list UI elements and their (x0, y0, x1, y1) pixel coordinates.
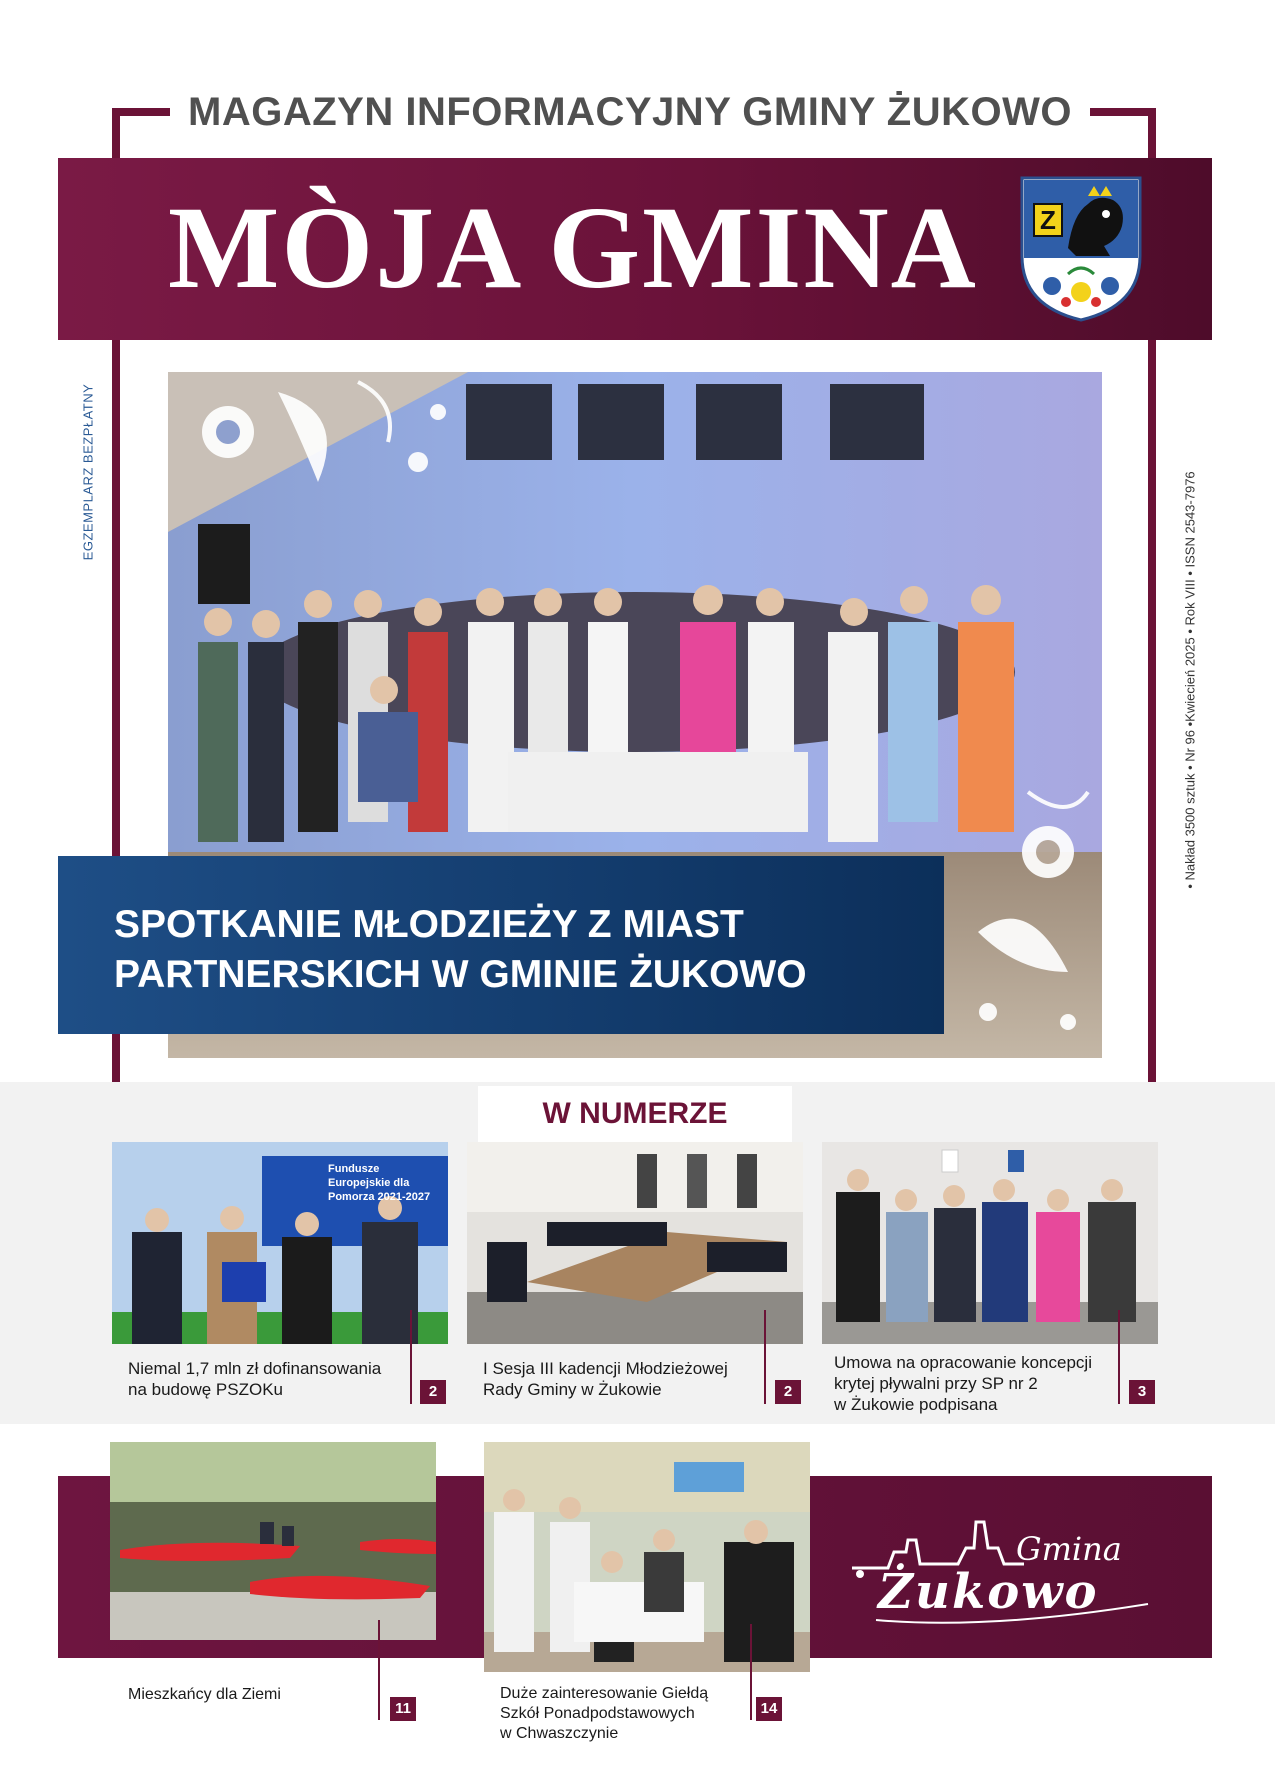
article-thumb-earth[interactable] (110, 1442, 436, 1640)
cover-headline: SPOTKANIE MŁODZIEŻY Z MIAST PARTNERSKICH W GMINIE ŻUKOWO (114, 903, 807, 996)
article-thumb-pool[interactable] (822, 1142, 1158, 1344)
frame-top-left (112, 108, 170, 116)
cover-headline-box[interactable] (58, 856, 944, 1034)
magazine-title: MÒJA GMINA (168, 182, 978, 313)
coat-of-arms-icon (1018, 174, 1144, 324)
article-caption-fair[interactable]: Duże zainteresowanie Giełdą Szkół Ponadpodstawowych w Chwaszczynie (500, 1685, 709, 1742)
article-divider (378, 1620, 380, 1720)
article-caption-pool[interactable]: Umowa na opracowanie koncepcji krytej pływalni przy SP nr 2 w Żukowie podpisana (834, 1353, 1092, 1414)
magazine-subtitle: MAGAZYN INFORMACYJNY GMINY ŻUKOWO (180, 84, 1080, 140)
logo-word-zukowo: Żukowo (878, 1564, 1099, 1620)
free-copy-label: EGZEMPLARZ BEZPŁATNY (80, 383, 96, 561)
page-number-badge: 3 (1129, 1380, 1155, 1404)
contents-heading: W NUMERZE (478, 1086, 792, 1142)
frame-top-right (1090, 108, 1156, 116)
issue-info: • Nakład 3500 sztuk • Nr 96 •Kwiecień 2025 • Rok VIII • ISSN 2543-7976 (1182, 471, 1198, 889)
article-caption-session[interactable]: I Sesja III kadencji Młodzieżowej Rady Gminy w Żukowie (483, 1359, 728, 1399)
article-caption-earth[interactable]: Mieszkańcy dla Ziemi (128, 1686, 281, 1703)
page-number-badge: 2 (775, 1380, 801, 1404)
article-thumb-fair[interactable] (484, 1442, 810, 1672)
article-divider (750, 1624, 752, 1720)
page-number-badge: 14 (756, 1697, 782, 1721)
article-thumb-session[interactable] (467, 1142, 803, 1344)
svg-text:Z: Z (1040, 205, 1056, 235)
page-number-badge: 11 (390, 1697, 416, 1721)
article-caption-pszok[interactable]: Niemal 1,7 mln zł dofinansowania na budowę PSZOKu (128, 1359, 382, 1399)
article-thumb-pszok[interactable] (112, 1142, 448, 1344)
gmina-zukowo-logo (848, 1512, 1178, 1632)
masthead (58, 158, 1212, 340)
logo-word-gmina: Gmina (1016, 1530, 1122, 1568)
page-number-badge: 2 (420, 1380, 446, 1404)
eu-funds-banner: Fundusze Europejskie dla Pomorza 2021-2027 (328, 1163, 431, 1203)
